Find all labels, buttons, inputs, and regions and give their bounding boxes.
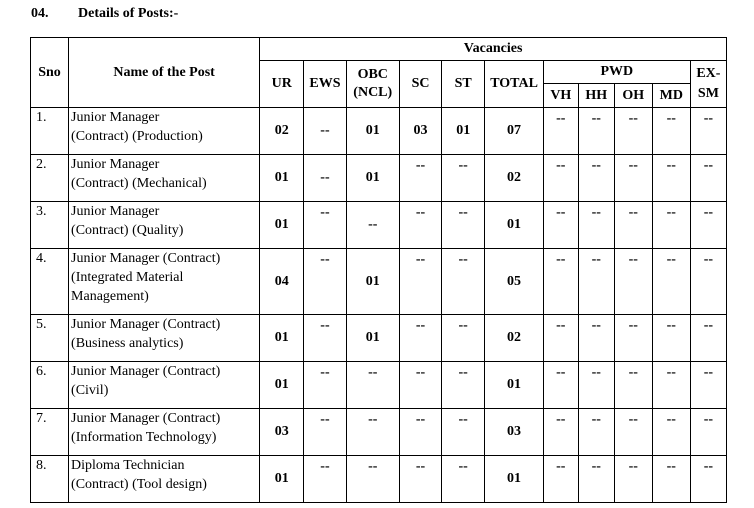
ews-cell: -- <box>304 202 346 249</box>
post-name-cell <box>69 315 260 362</box>
sc-cell: -- <box>399 249 441 315</box>
vh-cell: -- <box>543 249 578 315</box>
table-row <box>31 362 727 409</box>
post-name-line: Junior Manager <box>71 157 160 172</box>
hh-cell: -- <box>578 202 614 249</box>
table-row <box>31 155 727 202</box>
header-obc <box>346 61 399 108</box>
md-cell: -- <box>652 409 690 456</box>
total-cell: 05 <box>485 249 544 315</box>
exsm-cell: -- <box>690 409 726 456</box>
exsm-cell: -- <box>690 456 726 503</box>
post-name-cell <box>69 202 260 249</box>
post-name-line: (Contract) (Quality) <box>71 223 184 238</box>
st-cell: -- <box>442 362 485 409</box>
post-name-line: (Business analytics) <box>71 336 184 351</box>
header-obc-line1: OBC <box>357 67 388 82</box>
header-exsm <box>690 61 726 108</box>
header-sc: SC <box>399 61 441 108</box>
md-cell: -- <box>652 362 690 409</box>
sno-cell: 1. <box>31 108 69 155</box>
posts-table-body <box>31 108 727 503</box>
header-vacancies: Vacancies <box>260 38 727 61</box>
hh-cell: -- <box>578 108 614 155</box>
sno-cell: 6. <box>31 362 69 409</box>
ews-cell: -- <box>304 108 346 155</box>
hh-cell: -- <box>578 362 614 409</box>
obc-cell: 01 <box>346 155 399 202</box>
sno-cell: 7. <box>31 409 69 456</box>
obc-cell: -- <box>346 202 399 249</box>
post-name-cell <box>69 362 260 409</box>
table-row <box>31 456 727 503</box>
total-cell: 07 <box>485 108 544 155</box>
post-name-line: (Information Technology) <box>71 430 217 445</box>
sno-cell: 5. <box>31 315 69 362</box>
post-name-line: (Contract) (Production) <box>71 129 203 144</box>
vh-cell: -- <box>543 202 578 249</box>
ur-cell: 01 <box>260 155 304 202</box>
header-ur: UR <box>260 61 304 108</box>
sc-cell: -- <box>399 202 441 249</box>
hh-cell: -- <box>578 315 614 362</box>
header-hh: HH <box>578 84 614 108</box>
table-row <box>31 108 727 155</box>
post-name-line: Junior Manager (Contract) <box>71 251 221 266</box>
header-sno: Sno <box>31 38 69 108</box>
st-cell: -- <box>442 315 485 362</box>
header-oh: OH <box>614 84 652 108</box>
total-cell: 01 <box>485 362 544 409</box>
exsm-cell: -- <box>690 249 726 315</box>
total-cell: 01 <box>485 456 544 503</box>
hh-cell: -- <box>578 249 614 315</box>
post-name-cell <box>69 155 260 202</box>
oh-cell: -- <box>614 249 652 315</box>
sc-cell: -- <box>399 315 441 362</box>
sc-cell: -- <box>399 155 441 202</box>
st-cell: -- <box>442 249 485 315</box>
oh-cell: -- <box>614 362 652 409</box>
post-name-line: Management) <box>71 289 149 304</box>
md-cell: -- <box>652 155 690 202</box>
ur-cell: 04 <box>260 249 304 315</box>
obc-cell: 01 <box>346 315 399 362</box>
ur-cell: 02 <box>260 108 304 155</box>
oh-cell: -- <box>614 409 652 456</box>
header-vh: VH <box>543 84 578 108</box>
obc-cell: -- <box>346 456 399 503</box>
ur-cell: 01 <box>260 202 304 249</box>
exsm-cell: -- <box>690 155 726 202</box>
hh-cell: -- <box>578 155 614 202</box>
post-name-cell <box>69 409 260 456</box>
post-name-line: Junior Manager (Contract) <box>71 317 221 332</box>
vh-cell: -- <box>543 409 578 456</box>
post-name-cell <box>69 456 260 503</box>
post-name-line: (Civil) <box>71 383 109 398</box>
exsm-cell: -- <box>690 202 726 249</box>
md-cell: -- <box>652 249 690 315</box>
post-name-line: (Integrated Material <box>71 270 184 285</box>
oh-cell: -- <box>614 315 652 362</box>
section-number: 04. <box>31 6 49 21</box>
post-name-cell <box>69 249 260 315</box>
section-heading <box>31 6 178 22</box>
sc-cell: -- <box>399 362 441 409</box>
header-ews: EWS <box>304 61 346 108</box>
header-total: TOTAL <box>485 61 544 108</box>
section-title: Details of Posts:- <box>78 6 179 21</box>
ews-cell: -- <box>304 409 346 456</box>
exsm-cell: -- <box>690 315 726 362</box>
md-cell: -- <box>652 202 690 249</box>
vh-cell: -- <box>543 155 578 202</box>
obc-cell: -- <box>346 409 399 456</box>
sno-cell: 4. <box>31 249 69 315</box>
post-name-line: Diploma Technician <box>71 458 185 473</box>
header-name-of-post: Name of the Post <box>69 38 260 108</box>
header-exsm-line2: SM <box>697 86 719 101</box>
sno-cell: 3. <box>31 202 69 249</box>
hh-cell: -- <box>578 409 614 456</box>
hh-cell: -- <box>578 456 614 503</box>
total-cell: 03 <box>485 409 544 456</box>
sc-cell: 03 <box>399 108 441 155</box>
md-cell: -- <box>652 456 690 503</box>
ur-cell: 01 <box>260 315 304 362</box>
ews-cell: -- <box>304 249 346 315</box>
oh-cell: -- <box>614 155 652 202</box>
post-name-line: Junior Manager <box>71 204 160 219</box>
md-cell: -- <box>652 315 690 362</box>
exsm-cell: -- <box>690 108 726 155</box>
vh-cell: -- <box>543 315 578 362</box>
table-row <box>31 202 727 249</box>
sc-cell: -- <box>399 409 441 456</box>
header-pwd: PWD <box>543 61 690 84</box>
sno-cell: 2. <box>31 155 69 202</box>
table-row <box>31 249 727 315</box>
ews-cell: -- <box>304 155 346 202</box>
ews-cell: -- <box>304 456 346 503</box>
st-cell: -- <box>442 155 485 202</box>
st-cell: -- <box>442 456 485 503</box>
post-name-line: Junior Manager <box>71 110 160 125</box>
header-md: MD <box>652 84 690 108</box>
posts-table <box>30 37 727 503</box>
table-row <box>31 409 727 456</box>
vh-cell: -- <box>543 456 578 503</box>
exsm-cell: -- <box>690 362 726 409</box>
ur-cell: 01 <box>260 456 304 503</box>
oh-cell: -- <box>614 202 652 249</box>
ur-cell: 01 <box>260 362 304 409</box>
vh-cell: -- <box>543 108 578 155</box>
sc-cell: -- <box>399 456 441 503</box>
header-st: ST <box>442 61 485 108</box>
post-name-line: (Contract) (Tool design) <box>71 477 207 492</box>
total-cell: 02 <box>485 315 544 362</box>
header-obc-line2: (NCL) <box>353 85 393 100</box>
ur-cell: 03 <box>260 409 304 456</box>
obc-cell: 01 <box>346 249 399 315</box>
post-name-line: Junior Manager (Contract) <box>71 364 221 379</box>
oh-cell: -- <box>614 456 652 503</box>
ews-cell: -- <box>304 362 346 409</box>
post-name-cell <box>69 108 260 155</box>
st-cell: 01 <box>442 108 485 155</box>
post-name-line: (Contract) (Mechanical) <box>71 176 207 191</box>
post-name-line: Junior Manager (Contract) <box>71 411 221 426</box>
oh-cell: -- <box>614 108 652 155</box>
sno-cell: 8. <box>31 456 69 503</box>
st-cell: -- <box>442 409 485 456</box>
total-cell: 02 <box>485 155 544 202</box>
table-row <box>31 315 727 362</box>
header-exsm-line1: EX- <box>696 66 721 81</box>
obc-cell: 01 <box>346 108 399 155</box>
md-cell: -- <box>652 108 690 155</box>
vh-cell: -- <box>543 362 578 409</box>
obc-cell: -- <box>346 362 399 409</box>
total-cell: 01 <box>485 202 544 249</box>
ews-cell: -- <box>304 315 346 362</box>
st-cell: -- <box>442 202 485 249</box>
